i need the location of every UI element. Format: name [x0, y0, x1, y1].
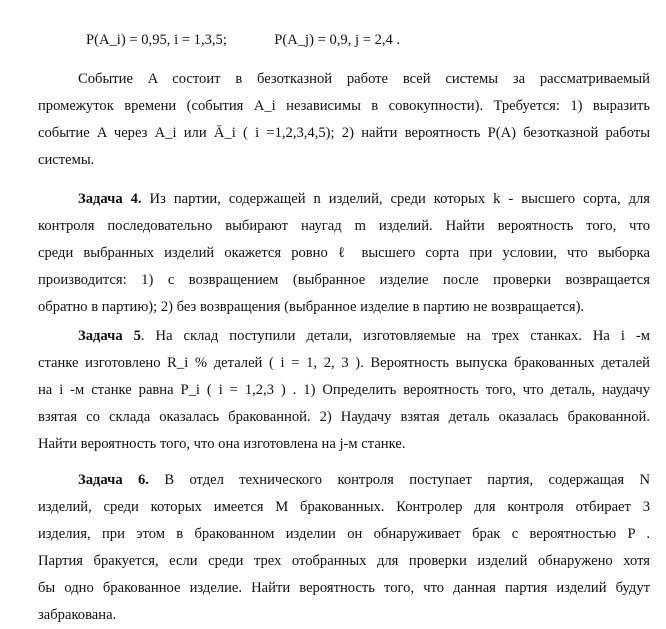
paragraph-task-4 — [38, 186, 650, 321]
text-line: контроля последовательно выбирают наугад m изделий. Найти вероятность того, что — [38, 218, 650, 234]
text-line: системы. — [38, 152, 95, 168]
text-line: промежуток времени (события A_i независимы в совокупности). Требуется: 1) выразить — [38, 98, 650, 114]
paragraph-event-a — [38, 66, 650, 174]
text-line: изделия, при этом в бракованном изделии он обнаруживает брак с вероятностью P . — [38, 526, 650, 542]
task-5-label: Задача 5 — [78, 328, 141, 344]
text-line: бы одно бракованное изделие. Найти вероятность того, что данная партия изделий будут — [38, 580, 650, 596]
text-line: Событие A состоит в безотказной работе всей системы за рассматриваемый — [78, 71, 650, 87]
text-line: забракована. — [38, 607, 117, 623]
text-line: на i -м станке равна P_i ( i = 1,2,3 ) . 1) Определить вероятность того, что деталь, наудачу — [38, 382, 650, 398]
text-line: среди выбранных изделий окажется ровно ℓ высшего сорта при условии, что выборка — [38, 245, 650, 261]
formula-part-1: P(A_i) = 0,95, i = 1,3,5; — [86, 32, 227, 48]
text-line: Найти вероятность того, что она изготовлена на j-м станке. — [38, 436, 406, 452]
text-line: взятая со склада оказалась бракованной. 2) Наудачу взятая деталь оказалась бракованной. — [38, 409, 650, 425]
text-line: изделий, среди которых имеется M бракованных. Контролер для контроля отбирает 3 — [38, 499, 650, 515]
text-line: Задача 4. Из партии, содержащей n изделий, среди которых k - высшего сорта, для — [78, 191, 650, 207]
paragraph-task-5 — [38, 323, 650, 458]
formula-part-2: P(A_j) = 0,9, j = 2,4 . — [274, 32, 401, 48]
text-line: обратно в партию); 2) без возвращения (выбранное изделие в партию не возвращается). — [38, 299, 585, 315]
text-line: Задача 5. На склад поступили детали, изготовляемые на трех станках. На i -м — [78, 328, 650, 344]
text-line: станке изготовлено R_i % деталей ( i = 1, 2, 3 ). Вероятность выпуска бракованных деталей — [38, 355, 650, 371]
text-line: производится: 1) с возвращением (выбранное изделие после проверки возвращается — [38, 272, 650, 288]
text-line: событие A через A_i или Ā_i ( i =1,2,3,4,5); 2) найти вероятность P(A) безотказной работы — [38, 125, 650, 141]
paragraph-task-6 — [38, 467, 650, 629]
text-line: Партия бракуется, если среди трех отобранных для проверки изделий обнаружено хотя — [38, 553, 650, 569]
task-6-label: Задача 6. — [78, 472, 149, 488]
task-4-label: Задача 4. — [78, 191, 142, 207]
probability-formula-line — [86, 30, 400, 50]
text-line: Задача 6. В отдел технического контроля поступает партия, содержащая N — [78, 472, 650, 488]
